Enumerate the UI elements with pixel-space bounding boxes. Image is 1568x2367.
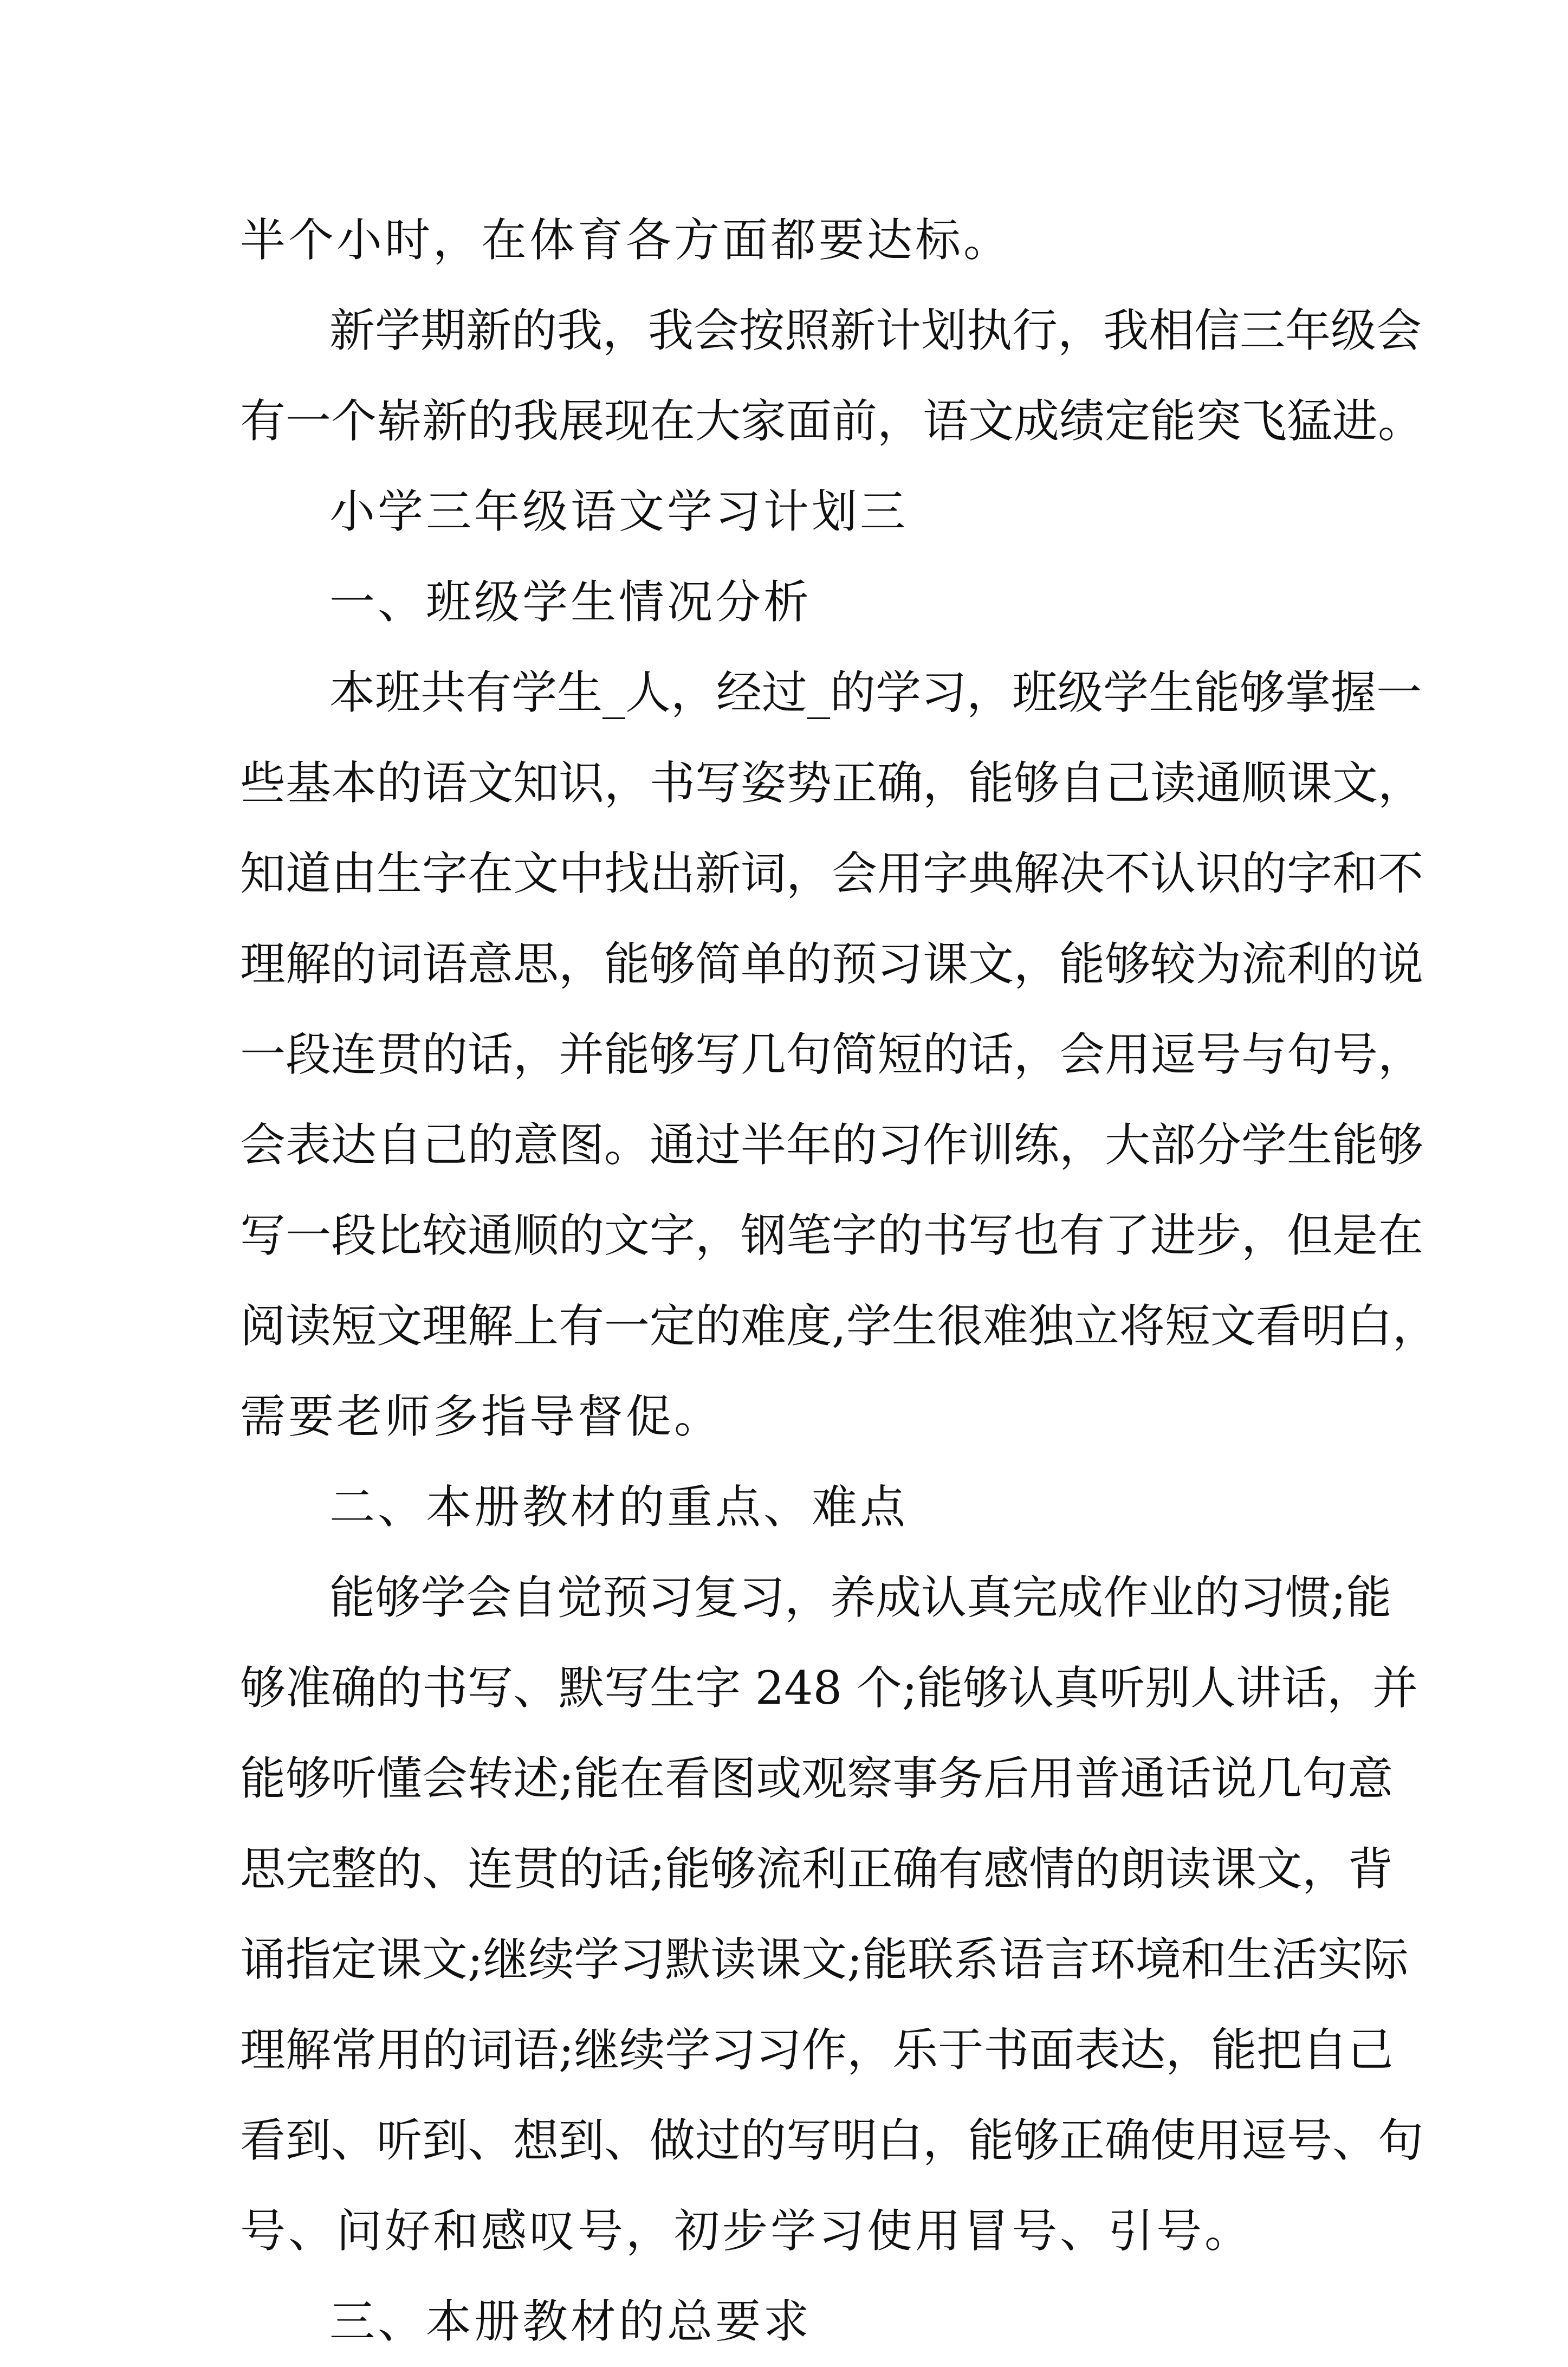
text-line: 本班共有学生_人，经过_的学习，班级学生能够掌握一 — [329, 666, 1422, 719]
text-line: 新学期新的我，我会按照新计划执行，我相信三年级会 — [329, 304, 1422, 357]
text-line: 阅读短文理解上有一定的难度,学生很难独立将短文看明白， — [240, 1299, 1438, 1353]
text-line: 写一段比较通顺的文字，钢笔字的书写也有了进步，但是在 — [240, 1209, 1424, 1262]
section-heading: 一、班级学生情况分析 — [329, 575, 812, 629]
text-line: 会表达自己的意图。通过半年的习作训练，大部分学生能够 — [240, 1118, 1424, 1172]
document-page — [240, 195, 1438, 2367]
section-heading: 三、本册教材的总要求 — [329, 2295, 812, 2348]
section-heading: 二、本册教材的重点、难点 — [329, 1480, 909, 1534]
text-line: 号、问好和感叹号，初步学习使用冒号、引号。 — [240, 2204, 1253, 2258]
text-line: 一段连贯的话，并能够写几句简短的话，会用逗号与句号， — [240, 1028, 1424, 1081]
text-line: 能够学会自觉预习复习，养成认真完成作业的习惯;能 — [329, 1571, 1392, 1624]
text-line: 能够听懂会转述;能在看图或观察事务后用普通话说几句意 — [240, 1752, 1394, 1805]
text-line: 理解常用的词语;继续学习习作，乐于书面表达，能把自己 — [240, 2023, 1394, 2077]
text-line: 思完整的、连贯的话;能够流利正确有感情的朗读课文，背 — [240, 1842, 1394, 1896]
text-line: 有一个崭新的我展现在大家面前，语文成绩定能突飞猛进。 — [240, 394, 1424, 448]
text-line: 需要老师多指导督促。 — [240, 1390, 723, 1443]
text-line: 知道由生字在文中找出新词，会用字典解决不认识的字和不 — [240, 847, 1424, 900]
text-line: 看到、听到、想到、做过的写明白，能够正确使用逗号、句 — [240, 2114, 1424, 2167]
text-line: 诵指定课文;继续学习默读课文;能联系语言环境和生活实际 — [240, 1933, 1409, 1986]
text-line: 些基本的语文知识，书写姿势正确，能够自己读通顺课文， — [240, 756, 1424, 810]
text-line: 够准确的书写、默写生字 248 个;能够认真听别人讲话，并 — [240, 1661, 1418, 1715]
section-title: 小学三年级语文学习计划三 — [329, 485, 909, 538]
text-line: 理解的词语意思，能够简单的预习课文，能够较为流利的说 — [240, 937, 1424, 991]
text-line: 半个小时，在体育各方面都要达标。 — [240, 214, 1012, 267]
